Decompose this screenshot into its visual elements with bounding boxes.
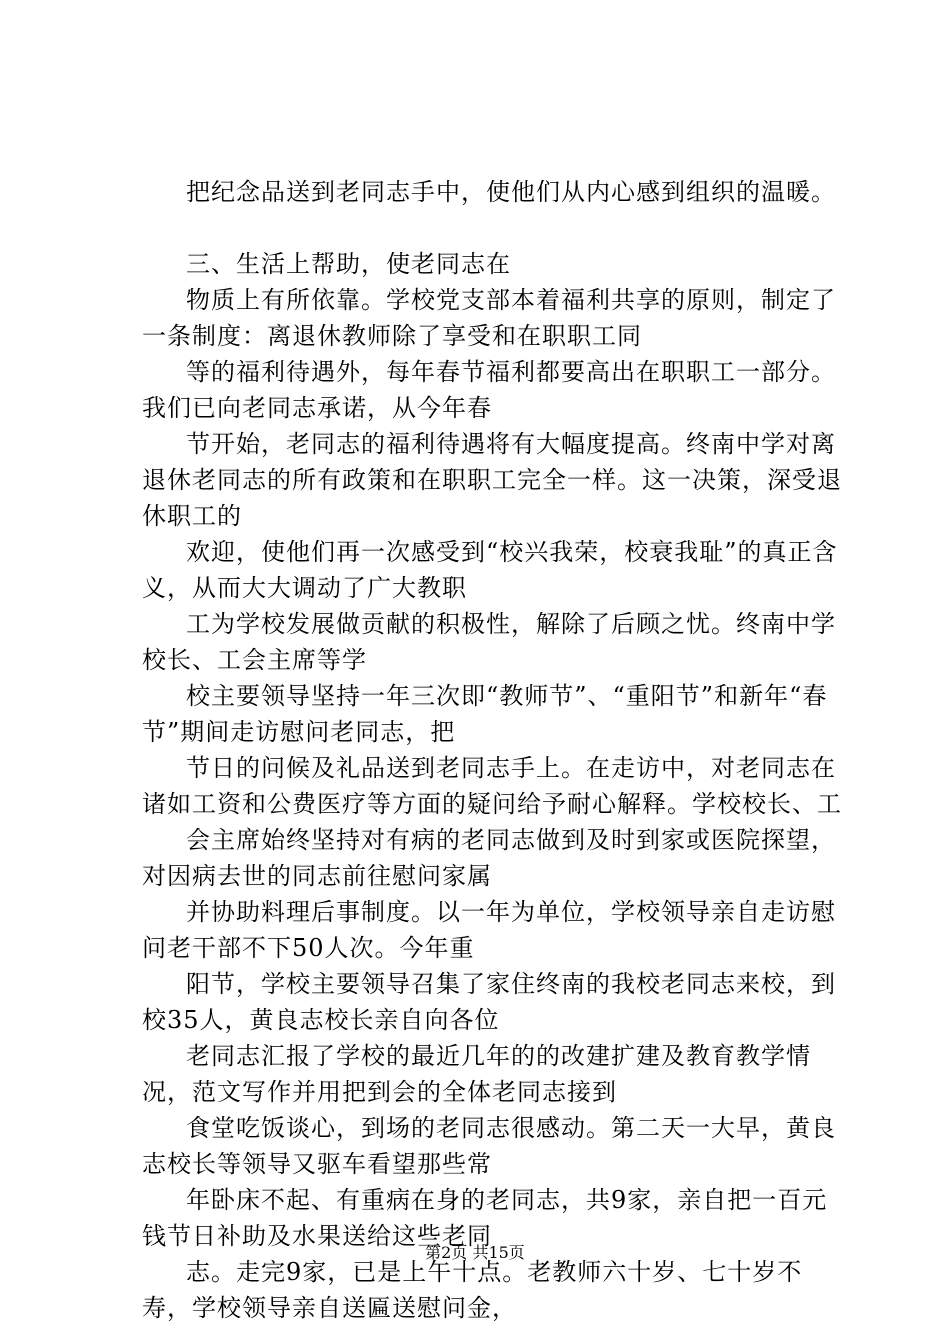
- paragraph: 工为学校发展做贡献的积极性，解除了后顾之忧。终南中学校长、工会主席等学: [142, 610, 836, 674]
- paragraph: 节日的问候及礼品送到老同志手上。在走访中，对老同志在诸如工资和公费医疗等方面的疑问给予耐心解释。学校校长、工: [142, 754, 842, 818]
- paragraph: 校主要领导坚持一年三次即“教师节”、“重阳节”和新年“春节”期间走访慰问老同志，把: [142, 682, 828, 746]
- paragraph: 阳节，学校主要领导召集了家住终南的我校老同志来校，到校35人，黄良志校长亲自向各位: [142, 970, 836, 1034]
- paragraph: 食堂吃饭谈心，到场的老同志很感动。第二天一大早，黄良志校长等领导又驱车看望那些常: [142, 1114, 836, 1178]
- paragraph: 把纪念品送到老同志手中，使他们从内心感到组织的温暖。: [186, 178, 836, 206]
- paragraph: 物质上有所依靠。学校党支部本着福利共享的原则，制定了一条制度：离退休教师除了享受和在职职工同: [142, 286, 836, 350]
- paragraph: 并协助料理后事制度。以一年为单位，学校领导亲自走访慰问老干部不下50人次。今年重: [142, 898, 836, 962]
- paragraph: 欢迎，使他们再一次感受到“校兴我荣，校衰我耻”的真正含义，从而大大调动了广大教职: [142, 538, 838, 602]
- paragraph: 等的福利待遇外，每年春节福利都要高出在职职工一部分。我们已向老同志承诺，从今年春: [142, 358, 836, 422]
- paragraph: 三、生活上帮助，使老同志在: [186, 250, 511, 278]
- paragraph: 会主席始终坚持对有病的老同志做到及时到家或医院探望，对因病去世的同志前往慰问家属: [142, 826, 836, 890]
- paragraph: 节开始，老同志的福利待遇将有大幅度提高。终南中学对离退休老同志的所有政策和在职职工完全一样。这一决策，深受退休职工的: [142, 430, 842, 530]
- page-number: 第2页 共15页: [425, 1243, 525, 1262]
- page-footer: [0, 1243, 950, 1263]
- document-body: [142, 174, 842, 1326]
- paragraph: 年卧床不起、有重病在身的老同志，共9家，亲自把一百元钱节日补助及水果送给这些老同: [142, 1186, 828, 1250]
- paragraph: 志。走完9家，已是上午十点。老教师六十岁、七十岁不寿，学校领导亲自送匾送慰问金，: [142, 1258, 803, 1322]
- paragraph: 老同志汇报了学校的最近几年的的改建扩建及教育教学情况，范文写作并用把到会的全体老同志接到: [142, 1042, 811, 1106]
